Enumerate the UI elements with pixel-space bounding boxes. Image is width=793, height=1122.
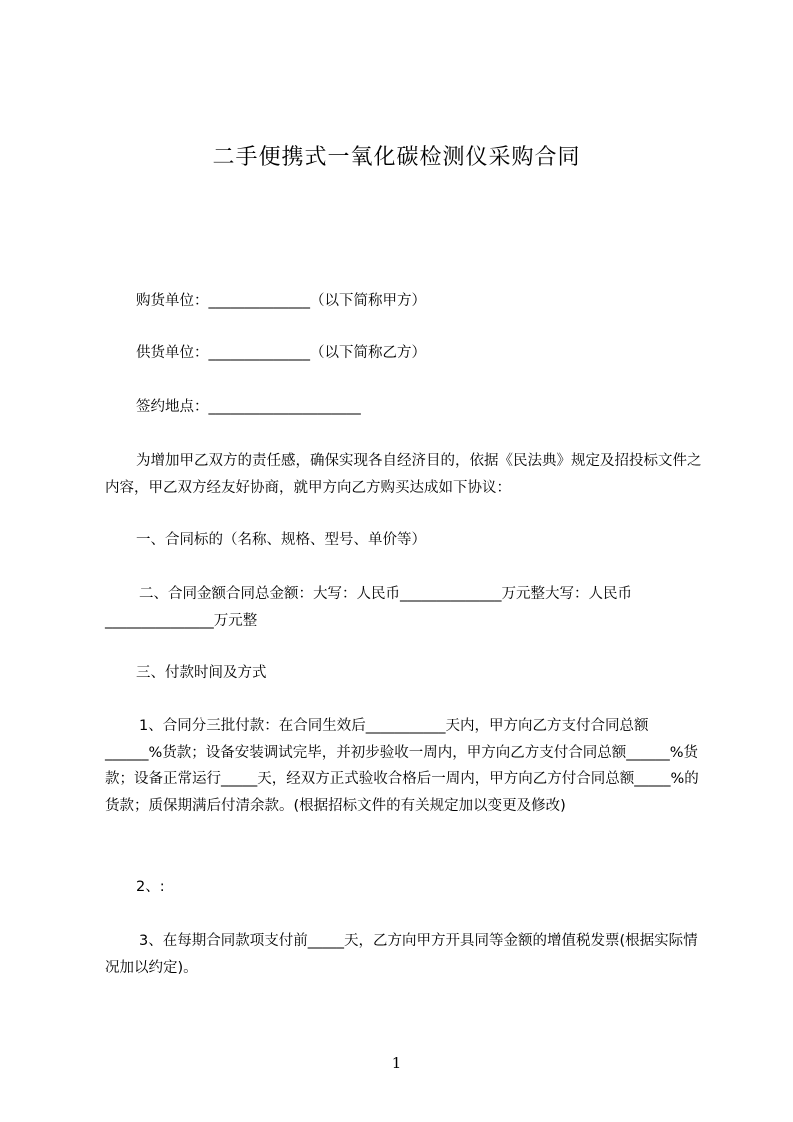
payment-clause-1: 1、合同分三批付款：在合同生效后___________天内，甲方向乙方支付合同总额______%货款；设备安装调试完毕，并初步验收一周内，甲方向乙方支付合同总额______%货款；设备正常运行_____天，经双方正式验收合格后一周内，甲方向乙方付合同总额_____%的货款；质保期满后付清余款。(根据招标文件的有关规定加以变更及修改)	[105, 718, 699, 814]
buyer-line: 购货单位：______________（以下简称甲方）	[136, 293, 426, 309]
intro-paragraph: 为增加甲乙双方的责任感，确保实现各自经济目的，依据《民法典》规定及招投标文件之内容，甲乙双方经友好协商，就甲方向乙方购买达成如下协议：	[105, 453, 702, 496]
page-number: 1	[391, 1054, 402, 1072]
payment-clause-3: 3、在每期合同款项支付前_____天，乙方向甲方开具同等金额的增值税发票(根据实际情况加以约定)。	[105, 933, 698, 976]
contract-title: 二手便携式一氧化碳检测仪采购合同	[212, 145, 581, 170]
section-3-heading: 三、付款时间及方式	[136, 665, 267, 681]
section-2-paragraph: 二、合同金额合同总金额：大写：人民币______________万元整大写：人民币_______________万元整	[105, 586, 632, 629]
supplier-line: 供货单位：______________（以下简称乙方）	[136, 345, 426, 361]
section-1-heading: 一、合同标的（名称、规格、型号、单价等）	[136, 532, 426, 548]
payment-clause-2: 2、:	[136, 879, 165, 895]
signing-location-line: 签约地点：_____________________	[136, 399, 361, 415]
